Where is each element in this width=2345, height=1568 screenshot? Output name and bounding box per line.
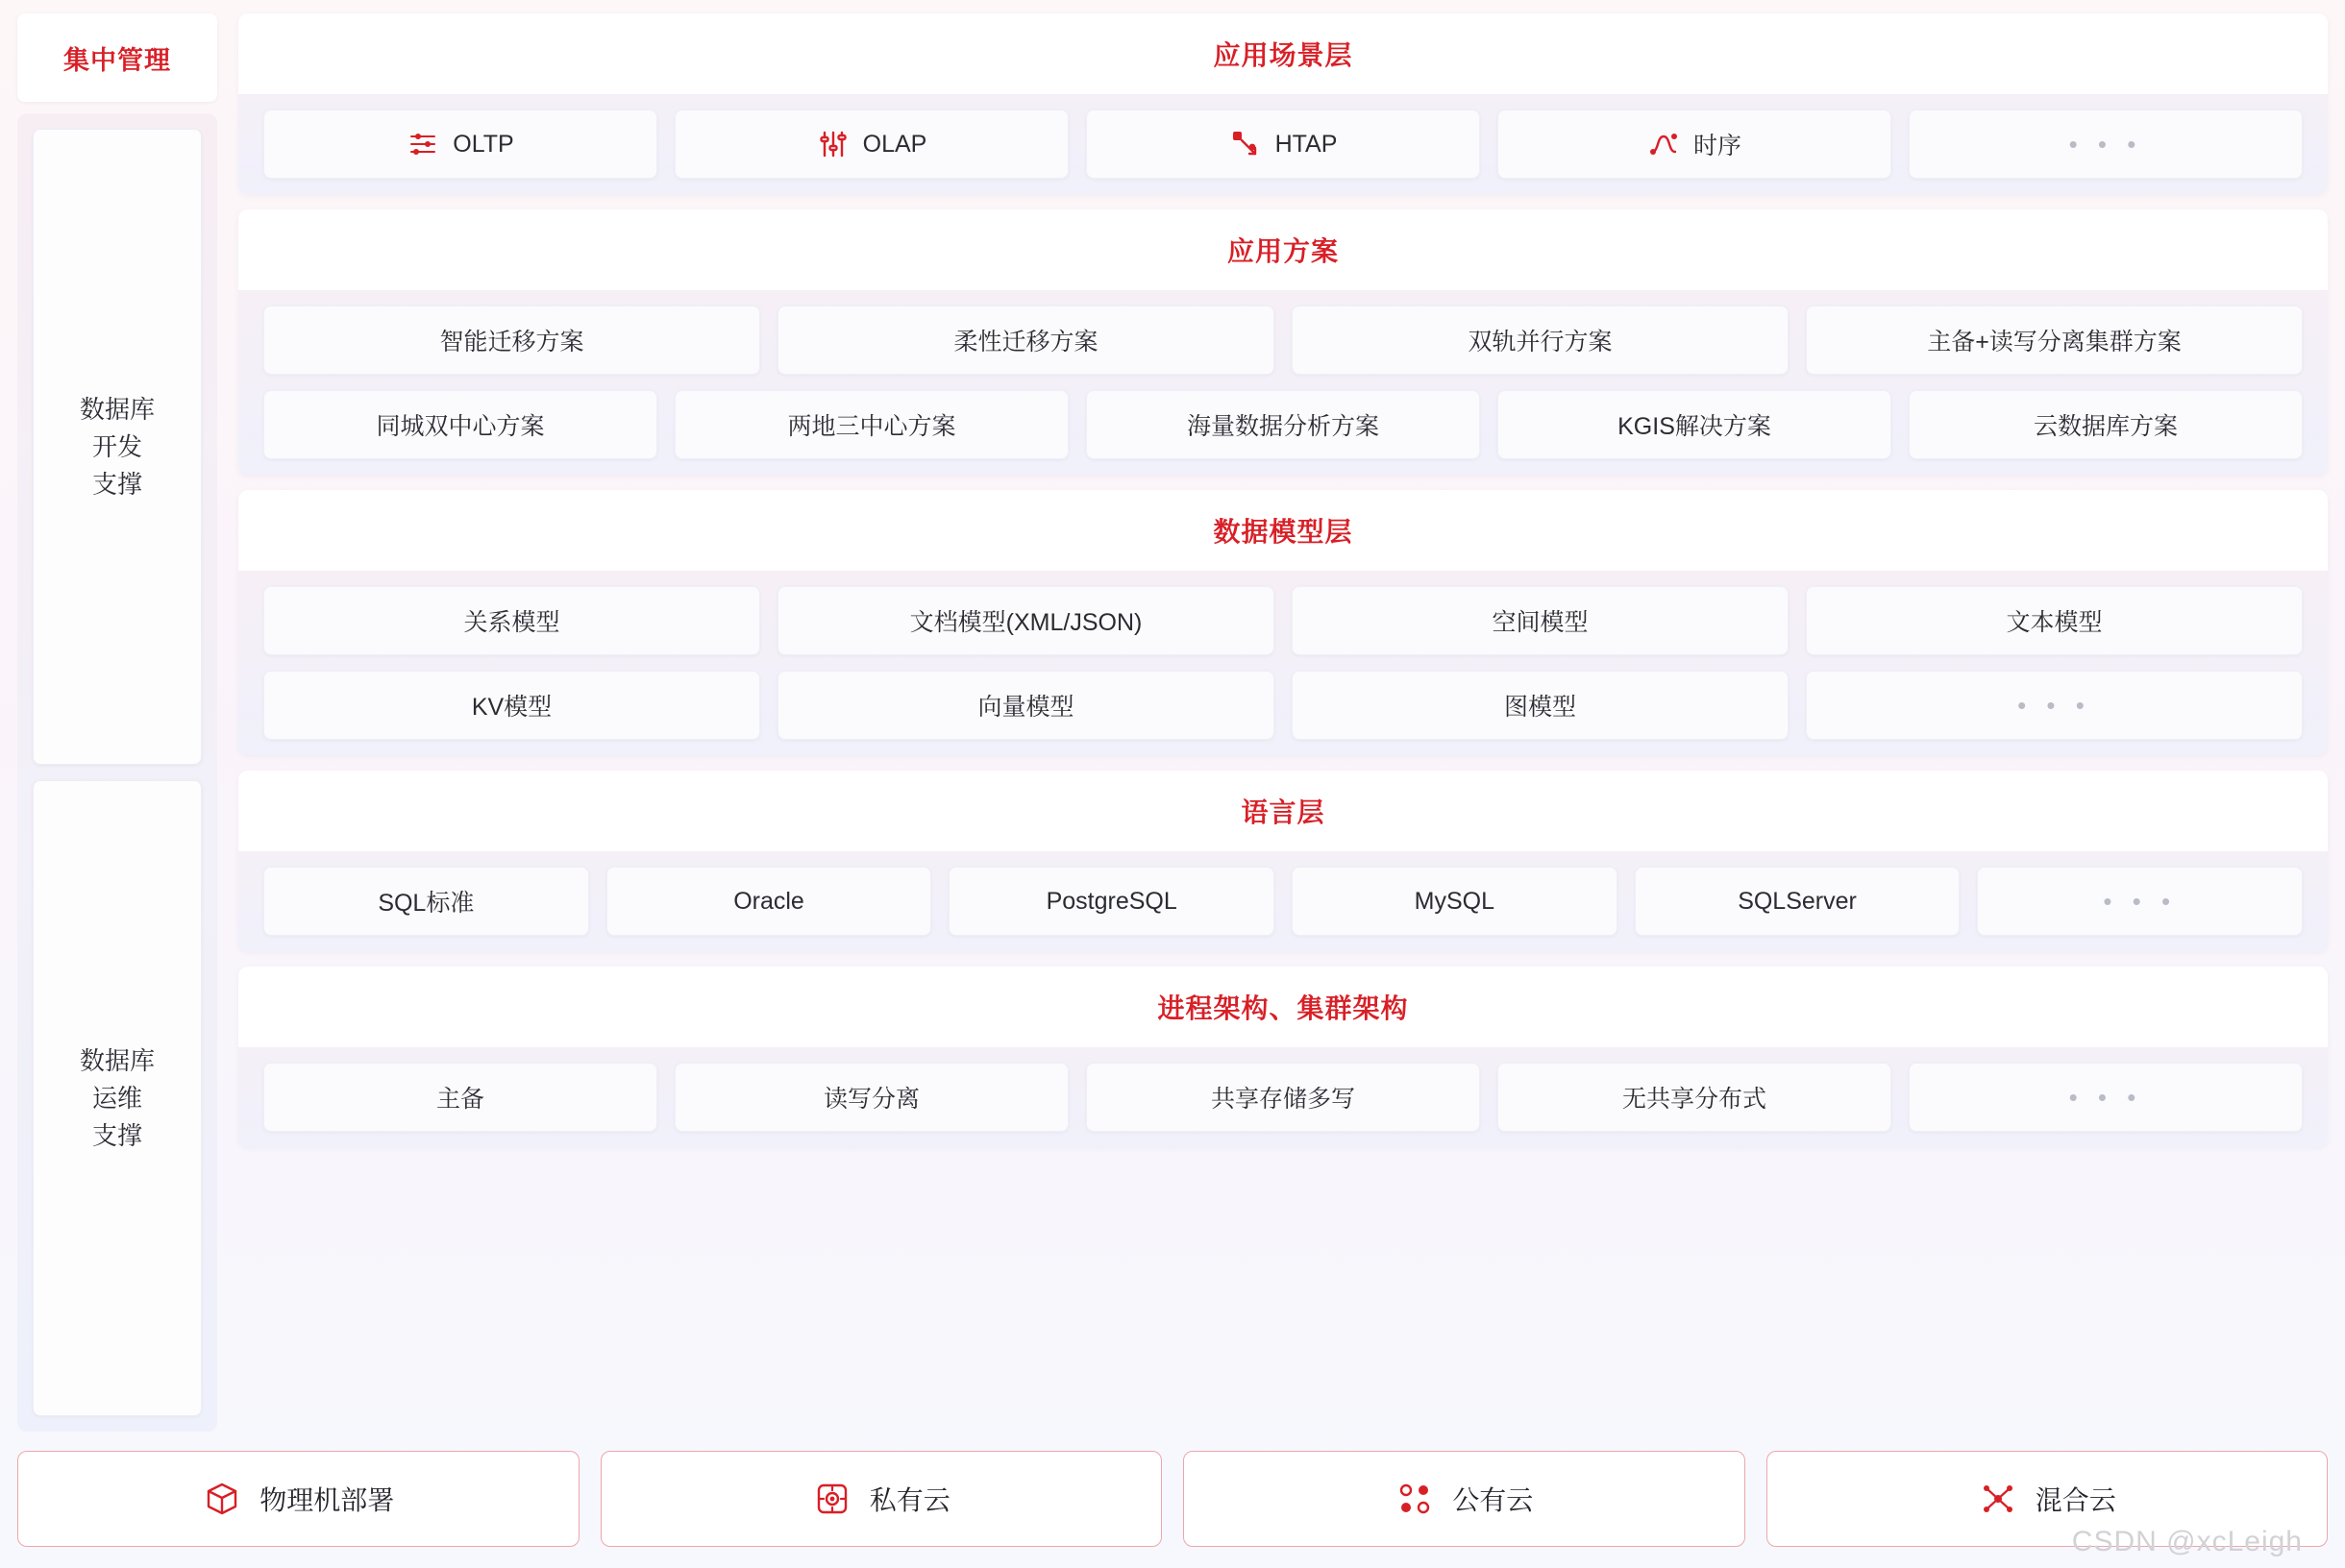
scenario-label-oltp: OLTP [453, 130, 514, 158]
solution-item[interactable]: 双轨并行方案 [1292, 306, 1789, 375]
layer-row [238, 671, 2328, 740]
left-rail [17, 13, 217, 1432]
private-cloud-icon [812, 1479, 852, 1519]
oltp-icon [407, 128, 439, 160]
deploy-label-physical: 物理机部署 [259, 1485, 395, 1515]
server-box-icon [202, 1479, 242, 1519]
deploy-item-public-cloud[interactable] [1183, 1451, 1745, 1547]
rail-title: 集中管理 [17, 13, 217, 102]
scenario-item-more[interactable]: • • • [1909, 110, 2303, 179]
model-item[interactable]: 文本模型 [1806, 586, 2303, 655]
deployment-bar [17, 1432, 2328, 1568]
language-item-more[interactable]: • • • [1977, 867, 2303, 936]
solution-item[interactable]: 两地三中心方案 [675, 390, 1069, 459]
scenario-item-oltp[interactable] [263, 110, 657, 179]
rail-item-ops-line3: 支撑 [91, 1120, 142, 1150]
layer-row [238, 867, 2328, 936]
model-item[interactable]: 空间模型 [1292, 586, 1789, 655]
scenario-item-htap[interactable] [1086, 110, 1480, 179]
architecture-item[interactable]: 读写分离 [675, 1063, 1069, 1132]
layer-row [238, 390, 2328, 459]
solution-item[interactable]: 智能迁移方案 [263, 306, 760, 375]
architecture-item[interactable]: 无共享分布式 [1497, 1063, 1891, 1132]
deploy-label-public-cloud: 公有云 [1452, 1485, 1534, 1515]
layer-language [238, 771, 2328, 951]
deploy-item-private-cloud[interactable] [601, 1451, 1163, 1547]
language-item[interactable]: PostgreSQL [949, 867, 1274, 936]
model-item[interactable]: KV模型 [263, 671, 760, 740]
deploy-label-hybrid-cloud: 混合云 [2035, 1485, 2116, 1515]
layer-title: 进程架构、集群架构 [238, 967, 2328, 1047]
language-item[interactable]: MySQL [1292, 867, 1617, 936]
rail-item-dev-line1: 数据库 [79, 394, 155, 424]
layer-title: 应用方案 [238, 209, 2328, 290]
rail-item-dev-line3: 支撑 [91, 469, 142, 499]
solution-item[interactable]: 海量数据分析方案 [1086, 390, 1480, 459]
layer-row [238, 1063, 2328, 1132]
architecture-item-more[interactable]: • • • [1909, 1063, 2303, 1132]
public-cloud-icon [1395, 1479, 1435, 1519]
deploy-item-physical[interactable] [17, 1451, 580, 1547]
solution-item[interactable]: KGIS解决方案 [1497, 390, 1891, 459]
layer-solutions [238, 209, 2328, 475]
model-item[interactable]: 关系模型 [263, 586, 760, 655]
scenario-label-htap: HTAP [1274, 130, 1338, 158]
scenario-label-olap: OLAP [862, 130, 927, 158]
solution-item[interactable]: 同城双中心方案 [263, 390, 657, 459]
rail-item-ops-line1: 数据库 [79, 1045, 155, 1075]
deploy-label-private-cloud: 私有云 [869, 1485, 950, 1515]
layer-title: 数据模型层 [238, 490, 2328, 571]
scenario-item-olap[interactable] [675, 110, 1069, 179]
rail-item-dev-line2: 开发 [91, 431, 142, 461]
model-item[interactable]: 文档模型(XML/JSON) [778, 586, 1274, 655]
layer-row [238, 306, 2328, 375]
layer-data-model [238, 490, 2328, 755]
hybrid-cloud-icon [1978, 1479, 2018, 1519]
layer-stack [238, 13, 2328, 1432]
layer-row [238, 586, 2328, 655]
solution-item[interactable]: 主备+读写分离集群方案 [1806, 306, 2303, 375]
language-item[interactable]: SQL标准 [263, 867, 589, 936]
model-item[interactable]: 图模型 [1292, 671, 1789, 740]
rail-item-ops-support[interactable] [33, 780, 202, 1416]
language-item[interactable]: Oracle [606, 867, 932, 936]
layer-architecture [238, 967, 2328, 1147]
architecture-item[interactable]: 共享存储多写 [1086, 1063, 1480, 1132]
rail-item-ops-line2: 运维 [91, 1083, 142, 1113]
layer-row [238, 110, 2328, 179]
olap-icon [817, 128, 850, 160]
scenario-item-timeseries[interactable] [1497, 110, 1891, 179]
layer-scenario [238, 13, 2328, 194]
solution-item[interactable]: 云数据库方案 [1909, 390, 2303, 459]
language-item[interactable]: SQLServer [1635, 867, 1961, 936]
watermark: CSDN @xcLeigh [2071, 1526, 2303, 1557]
timeseries-icon [1647, 128, 1680, 160]
model-item[interactable]: 向量模型 [778, 671, 1274, 740]
architecture-item[interactable]: 主备 [263, 1063, 657, 1132]
layer-title: 语言层 [238, 771, 2328, 851]
scenario-label-timeseries: 时序 [1692, 133, 1741, 159]
layer-title: 应用场景层 [238, 13, 2328, 94]
htap-icon [1229, 128, 1262, 160]
rail-item-dev-support[interactable] [33, 129, 202, 765]
model-item-more[interactable]: • • • [1806, 671, 2303, 740]
rail-body [17, 113, 217, 1432]
diagram-main [17, 13, 2328, 1432]
solution-item[interactable]: 柔性迁移方案 [778, 306, 1274, 375]
